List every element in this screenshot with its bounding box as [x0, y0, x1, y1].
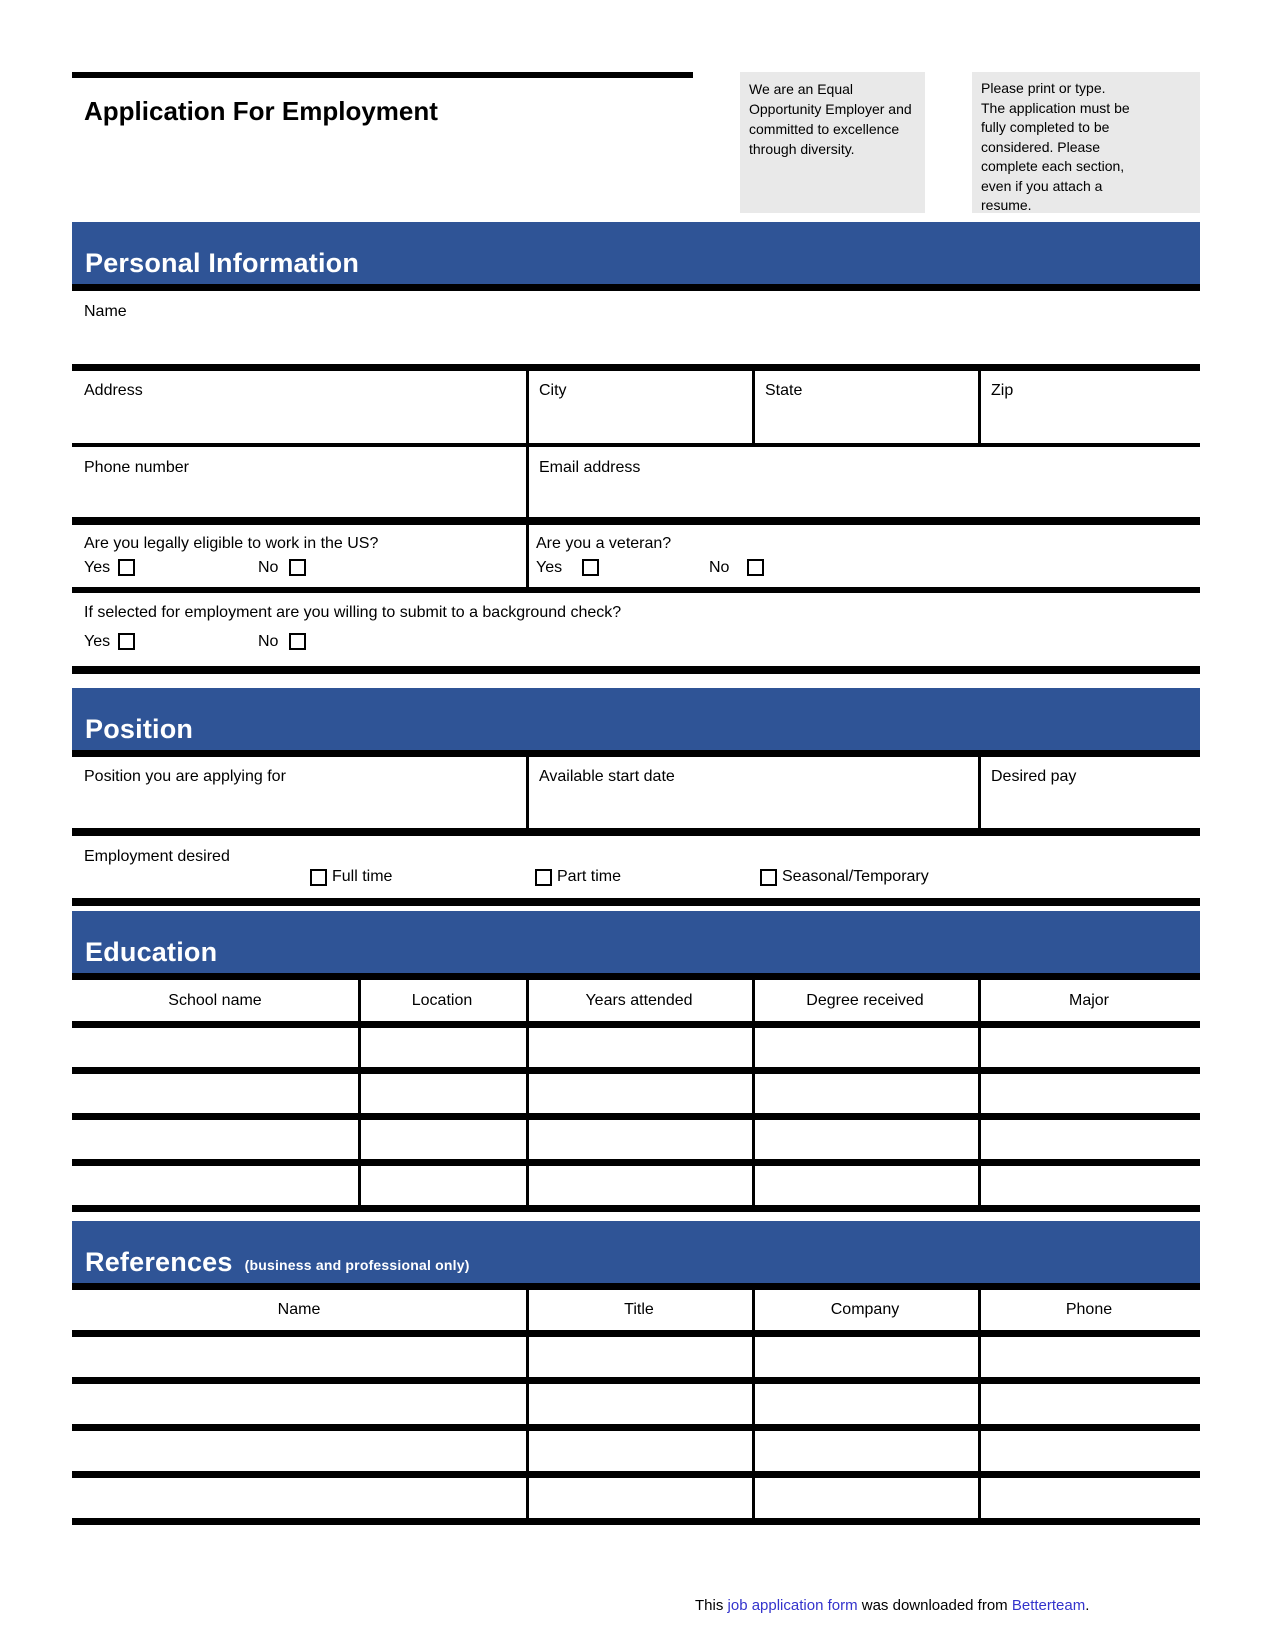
reference-cell-company[interactable] [752, 1384, 978, 1424]
education-cell-location[interactable] [358, 1028, 526, 1067]
reference-cell-name[interactable] [72, 1431, 526, 1471]
job-application-form-link[interactable]: job application form [727, 1597, 858, 1614]
education-cell-degree[interactable] [752, 1074, 978, 1113]
education-cell-years[interactable] [526, 1028, 752, 1067]
name-label: Name [84, 303, 127, 320]
reference-cell-company[interactable] [752, 1337, 978, 1377]
instructions-notice [972, 72, 1200, 213]
reference-cell-name[interactable] [72, 1337, 526, 1377]
state-label: State [765, 382, 803, 399]
veteran-yes-checkbox[interactable] [582, 559, 599, 576]
eeo-notice-line: committed to excellence [749, 121, 900, 137]
reference-row [72, 1431, 1200, 1478]
address-label: Address [84, 382, 143, 399]
instructions-line: complete each section, [981, 158, 1125, 174]
education-row [72, 1074, 1200, 1120]
reference-cell-title[interactable] [526, 1337, 752, 1377]
section-header-personal-information [72, 222, 1200, 291]
education-row [72, 1166, 1200, 1212]
background-check-row [72, 593, 1200, 674]
eligibility-row [72, 525, 1200, 593]
education-cell-location[interactable] [358, 1166, 526, 1205]
eeo-notice-line: through diversity. [749, 141, 855, 157]
education-cell-school[interactable] [72, 1120, 358, 1159]
eeo-notice-line: Opportunity Employer and [749, 101, 912, 117]
phone-email-row [72, 447, 1200, 525]
references-subtitle: (business and professional only) [244, 1257, 470, 1273]
veteran-no-label: No [709, 559, 730, 576]
background-no-label: No [258, 633, 279, 650]
name-field[interactable] [72, 291, 1200, 371]
education-cell-school[interactable] [72, 1028, 358, 1067]
background-yes-label: Yes [84, 633, 111, 650]
education-cell-degree[interactable] [752, 1166, 978, 1205]
zip-label: Zip [991, 382, 1014, 399]
veteran-cell [526, 525, 1200, 587]
references-column-phone: Phone [1065, 1301, 1113, 1318]
employment-desired-label: Employment desired [84, 848, 230, 865]
email-field[interactable] [526, 447, 1200, 517]
section-header-references [72, 1221, 1200, 1290]
full-time-checkbox[interactable] [310, 869, 327, 886]
desired-pay-field[interactable] [978, 757, 1200, 828]
instructions-line: resume. [981, 197, 1032, 213]
eligible-no-checkbox[interactable] [289, 559, 306, 576]
education-cell-location[interactable] [358, 1120, 526, 1159]
employment-desired-row [72, 836, 1200, 906]
reference-cell-phone[interactable] [978, 1337, 1200, 1377]
betterteam-link[interactable]: Betterteam [1011, 1597, 1086, 1614]
reference-row [72, 1384, 1200, 1431]
start-date-field[interactable] [526, 757, 978, 828]
education-cell-school[interactable] [72, 1074, 358, 1113]
education-header-row [72, 980, 1200, 1028]
section-title-education: Education [85, 937, 218, 967]
references-column-title: Title [624, 1301, 654, 1318]
veteran-question: Are you a veteran? [536, 535, 672, 552]
reference-row [72, 1337, 1200, 1384]
section-header-education [72, 911, 1200, 980]
page-title: Application For Employment [84, 96, 438, 126]
seasonal-temporary-checkbox[interactable] [760, 869, 777, 886]
state-field[interactable] [752, 371, 978, 443]
education-cell-school[interactable] [72, 1166, 358, 1205]
veteran-no-checkbox[interactable] [747, 559, 764, 576]
section-title-references: References [85, 1247, 233, 1277]
eligible-yes-label: Yes [84, 559, 111, 576]
reference-cell-title[interactable] [526, 1478, 752, 1518]
footer-text: This [695, 1597, 728, 1614]
education-cell-years[interactable] [526, 1074, 752, 1113]
phone-label: Phone number [84, 459, 189, 476]
education-cell-degree[interactable] [752, 1028, 978, 1067]
reference-cell-title[interactable] [526, 1384, 752, 1424]
eeo-notice [740, 72, 925, 213]
reference-cell-phone[interactable] [978, 1478, 1200, 1518]
instructions-line: The application must be [981, 99, 1130, 116]
eeo-notice-line: We are an Equal [749, 81, 854, 97]
education-column-major: Major [1068, 991, 1109, 1009]
education-column-location: Location [411, 991, 473, 1009]
education-cell-years[interactable] [526, 1120, 752, 1159]
education-cell-major[interactable] [978, 1120, 1200, 1159]
start-date-label: Available start date [539, 768, 675, 785]
reference-cell-name[interactable] [72, 1384, 526, 1424]
education-cell-major[interactable] [978, 1166, 1200, 1205]
seasonal-temporary-label: Seasonal/Temporary [782, 868, 929, 885]
references-column-name: Name [277, 1301, 321, 1318]
address-row [72, 371, 1200, 447]
references-header-row [72, 1290, 1200, 1337]
section-title-position: Position [85, 714, 194, 744]
header-top-rule [72, 72, 693, 78]
footer-text: was downloaded from [857, 1597, 1012, 1614]
instructions-line: considered. Please [981, 138, 1101, 155]
eligible-no-label: No [258, 559, 279, 576]
reference-cell-phone[interactable] [978, 1384, 1200, 1424]
instructions-line: fully completed to be [981, 119, 1110, 135]
part-time-label: Part time [557, 868, 622, 885]
education-cell-years[interactable] [526, 1166, 752, 1205]
eligible-yes-checkbox[interactable] [118, 559, 135, 576]
background-no-checkbox[interactable] [289, 633, 306, 650]
full-time-label: Full time [332, 868, 393, 885]
reference-cell-company[interactable] [752, 1431, 978, 1471]
footer-text: . [1085, 1597, 1090, 1614]
education-cell-major[interactable] [978, 1074, 1200, 1113]
education-row [72, 1120, 1200, 1166]
background-question: If selected for employment are you willing to submit to a background check? [84, 604, 622, 621]
instructions-line: even if you attach a [981, 177, 1103, 194]
education-column-years-attended: Years attended [585, 991, 693, 1009]
eligible-question: Are you legally eligible to work in the US? [84, 535, 379, 552]
background-yes-checkbox[interactable] [118, 633, 135, 650]
applying-for-label: Position you are applying for [84, 768, 286, 785]
city-label: City [539, 382, 567, 399]
education-row [72, 1028, 1200, 1074]
footer-attribution [695, 1597, 1089, 1614]
part-time-checkbox[interactable] [535, 869, 552, 886]
reference-row [72, 1478, 1200, 1525]
reference-cell-phone[interactable] [978, 1431, 1200, 1471]
references-column-company: Company [830, 1301, 900, 1318]
education-cell-location[interactable] [358, 1074, 526, 1113]
city-field[interactable] [526, 371, 752, 443]
reference-cell-title[interactable] [526, 1431, 752, 1471]
section-title-personal-information: Personal Information [85, 248, 360, 278]
section-header-position [72, 688, 1200, 757]
education-cell-major[interactable] [978, 1028, 1200, 1067]
instructions-line: Please print or type. [981, 80, 1106, 96]
education-column-school-name: School name [168, 991, 262, 1009]
education-cell-degree[interactable] [752, 1120, 978, 1159]
email-label: Email address [539, 459, 641, 476]
veteran-yes-label: Yes [536, 559, 563, 576]
zip-field[interactable] [978, 371, 1200, 443]
reference-cell-company[interactable] [752, 1478, 978, 1518]
desired-pay-label: Desired pay [991, 768, 1077, 785]
reference-cell-name[interactable] [72, 1478, 526, 1518]
education-column-degree-received: Degree received [806, 991, 924, 1009]
position-row [72, 757, 1200, 836]
